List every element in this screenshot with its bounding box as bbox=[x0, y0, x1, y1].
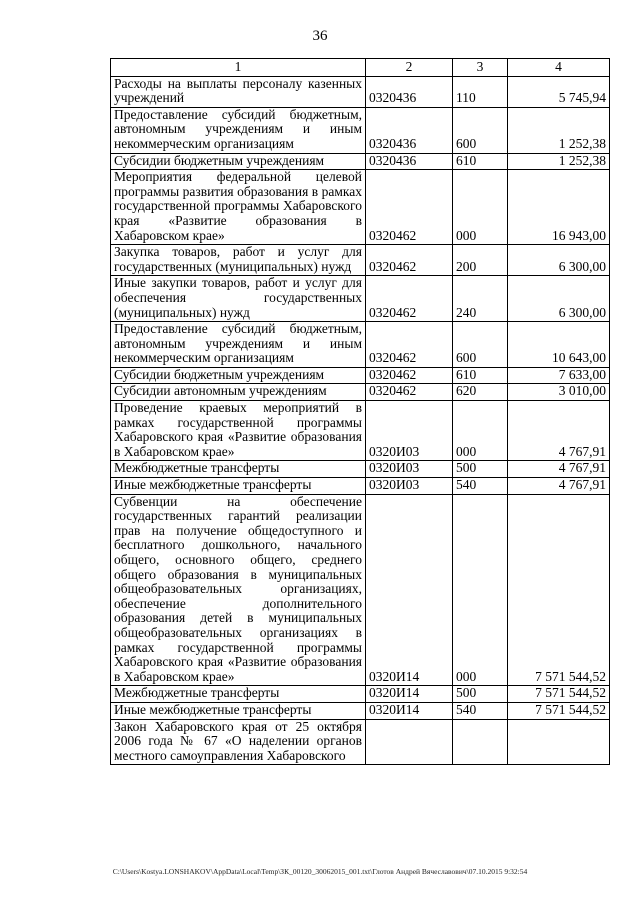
row-code-cell: 0320436 bbox=[366, 107, 453, 153]
table-row bbox=[111, 76, 610, 107]
table-header-row bbox=[111, 59, 610, 77]
row-code-cell: 0320И14 bbox=[366, 686, 453, 703]
row-amount-cell: 7 633,00 bbox=[508, 367, 610, 384]
row-type-cell: 500 bbox=[453, 461, 508, 478]
row-amount-cell: 7 571 544,52 bbox=[508, 686, 610, 703]
row-code-cell: 0320И03 bbox=[366, 461, 453, 478]
row-amount-cell: 6 300,00 bbox=[508, 276, 610, 322]
row-code-cell: 0320И03 bbox=[366, 401, 453, 461]
row-type-cell: 540 bbox=[453, 478, 508, 495]
budget-table bbox=[110, 58, 610, 765]
row-name-cell: Субсидии бюджетным учреждениям bbox=[111, 153, 366, 170]
table-row bbox=[111, 494, 610, 686]
row-name-cell: Мероприятия федеральной целевой программы развития образования в рамках государственной программы Хабаровского края «Развитие образования в Хабаровском крае» bbox=[111, 170, 366, 245]
header-col-3: 3 bbox=[453, 59, 508, 77]
row-code-cell: 0320462 bbox=[366, 276, 453, 322]
row-code-cell: 0320462 bbox=[366, 322, 453, 368]
row-name-cell: Предоставление субсидий бюджетным, автономным учреждениям и иным некоммерческим организациям bbox=[111, 322, 366, 368]
table-row bbox=[111, 478, 610, 495]
row-code-cell: 0320462 bbox=[366, 245, 453, 276]
table-row bbox=[111, 276, 610, 322]
page-number: 36 bbox=[312, 28, 328, 44]
row-amount-cell: 1 252,38 bbox=[508, 107, 610, 153]
row-name-cell: Иные закупки товаров, работ и услуг для обеспечения государственных (муниципальных) нужд bbox=[111, 276, 366, 322]
table-row bbox=[111, 702, 610, 719]
row-code-cell: 0320462 bbox=[366, 367, 453, 384]
row-type-cell: 610 bbox=[453, 367, 508, 384]
row-name-cell: Проведение краевых мероприятий в рамках государственной программы Хабаровского края «Развитие образования в Хабаровском крае» bbox=[111, 401, 366, 461]
table-row bbox=[111, 153, 610, 170]
row-code-cell: 0320И14 bbox=[366, 494, 453, 686]
table-row bbox=[111, 686, 610, 703]
table-row bbox=[111, 367, 610, 384]
row-type-cell: 600 bbox=[453, 322, 508, 368]
row-amount-cell: 4 767,91 bbox=[508, 478, 610, 495]
table-row bbox=[111, 384, 610, 401]
row-code-cell: 0320И14 bbox=[366, 702, 453, 719]
table-row bbox=[111, 170, 610, 245]
row-name-cell: Субсидии бюджетным учреждениям bbox=[111, 367, 366, 384]
row-amount-cell: 6 300,00 bbox=[508, 245, 610, 276]
file-path-footer: C:\Users\Kostya.LONSHAKOV\AppData\Local\Temp\ЗК_00120_30062015_001.txt\Глотов Андрей Вячеславович\07.10.2015 9:32:54 bbox=[112, 867, 528, 876]
row-type-cell: 540 bbox=[453, 702, 508, 719]
table-row bbox=[111, 107, 610, 153]
row-name-cell: Субвенции на обеспечение государственных гарантий реализации прав на получение общедоступного и бесплатного дошкольного, начального общего, основного общего, среднего общего образования в муниципальных общеобразовательных организациях, обеспечение дополнительного образования детей в муниципальных общеобразовательных организациях в рамках государственной программы Хабаровского края «Развитие образования в Хабаровском крае» bbox=[111, 494, 366, 686]
row-name-cell: Межбюджетные трансферты bbox=[111, 686, 366, 703]
table-row bbox=[111, 719, 610, 765]
row-name-cell: Закупка товаров, работ и услуг для государственных (муниципальных) нужд bbox=[111, 245, 366, 276]
row-code-cell: 0320462 bbox=[366, 384, 453, 401]
row-code-cell bbox=[366, 719, 453, 765]
row-amount-cell: 10 643,00 bbox=[508, 322, 610, 368]
row-amount-cell: 7 571 544,52 bbox=[508, 702, 610, 719]
row-type-cell: 200 bbox=[453, 245, 508, 276]
table-row bbox=[111, 401, 610, 461]
table-body bbox=[111, 59, 610, 765]
row-amount-cell: 4 767,91 bbox=[508, 401, 610, 461]
row-amount-cell: 16 943,00 bbox=[508, 170, 610, 245]
row-amount-cell: 3 010,00 bbox=[508, 384, 610, 401]
row-code-cell: 0320462 bbox=[366, 170, 453, 245]
header-col-2: 2 bbox=[366, 59, 453, 77]
row-type-cell: 600 bbox=[453, 107, 508, 153]
row-code-cell: 0320436 bbox=[366, 76, 453, 107]
row-name-cell: Закон Хабаровского края от 25 октября 2006 года № 67 «О наделении органов местного самоуправления Хабаровского bbox=[111, 719, 366, 765]
row-name-cell: Межбюджетные трансферты bbox=[111, 461, 366, 478]
row-type-cell: 240 bbox=[453, 276, 508, 322]
row-type-cell: 620 bbox=[453, 384, 508, 401]
table-row bbox=[111, 245, 610, 276]
row-type-cell: 500 bbox=[453, 686, 508, 703]
row-name-cell: Расходы на выплаты персоналу казенных учреждений bbox=[111, 76, 366, 107]
row-name-cell: Иные межбюджетные трансферты bbox=[111, 702, 366, 719]
table-row bbox=[111, 322, 610, 368]
row-type-cell: 000 bbox=[453, 401, 508, 461]
row-amount-cell: 7 571 544,52 bbox=[508, 494, 610, 686]
row-type-cell: 000 bbox=[453, 170, 508, 245]
header-col-4: 4 bbox=[508, 59, 610, 77]
row-amount-cell: 4 767,91 bbox=[508, 461, 610, 478]
table-row bbox=[111, 461, 610, 478]
row-type-cell: 110 bbox=[453, 76, 508, 107]
row-code-cell: 0320И03 bbox=[366, 478, 453, 495]
row-name-cell: Предоставление субсидий бюджетным, автономным учреждениям и иным некоммерческим организациям bbox=[111, 107, 366, 153]
header-col-1: 1 bbox=[111, 59, 366, 77]
row-name-cell: Субсидии автономным учреждениям bbox=[111, 384, 366, 401]
row-type-cell bbox=[453, 719, 508, 765]
row-amount-cell bbox=[508, 719, 610, 765]
row-type-cell: 610 bbox=[453, 153, 508, 170]
row-code-cell: 0320436 bbox=[366, 153, 453, 170]
row-name-cell: Иные межбюджетные трансферты bbox=[111, 478, 366, 495]
row-amount-cell: 1 252,38 bbox=[508, 153, 610, 170]
row-amount-cell: 5 745,94 bbox=[508, 76, 610, 107]
row-type-cell: 000 bbox=[453, 494, 508, 686]
